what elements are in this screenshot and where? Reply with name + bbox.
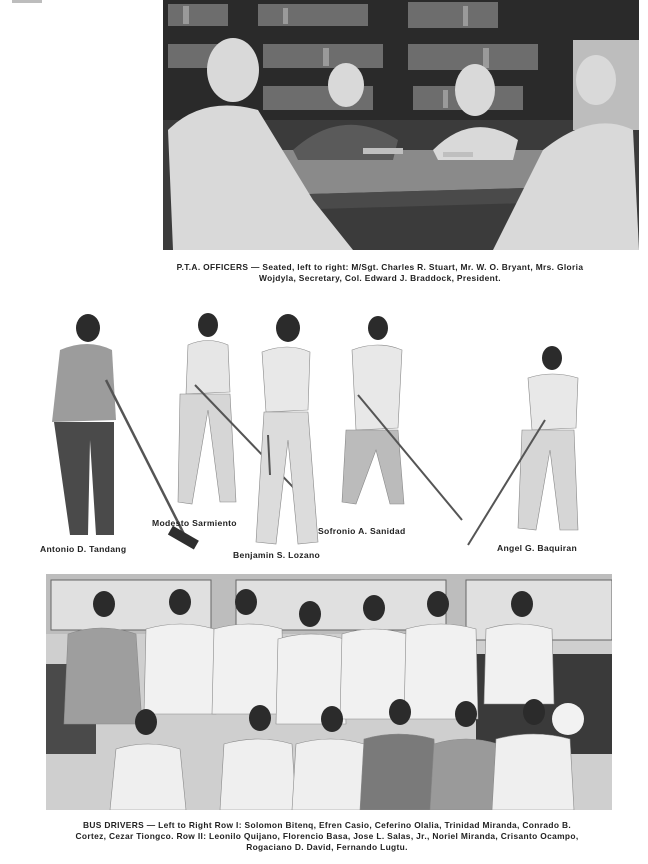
custodians-photo — [30, 310, 610, 550]
custodian-name-5: Angel G. Baquiran — [497, 543, 578, 553]
bus-drivers-photo — [46, 574, 612, 810]
bus-caption-text: — Left to Right Row I: Solomon Bitenq, Efren Casio, Ceferino Olalia, Trinidad Miranda, Conrado B. Cortez, Cezar Tiongco. Row II: Leonilo Quijano, Florencio Basa, Jose L. Salas, Jr., Noriel Miranda, Crisanto Ocampo, Rogaciano D. David, Fernando Lugtu. — [75, 820, 579, 852]
custodian-name-2: Modesto Sarmiento — [152, 518, 237, 528]
page-corner-mark — [12, 0, 42, 3]
custodian-name-3: Benjamin S. Lozano — [233, 550, 321, 560]
pta-officers-photo — [163, 0, 639, 250]
pta-caption-lead: P.T.A. OFFICERS — [176, 262, 249, 272]
pta-caption-text: — Seated, left to right: M/Sgt. Charles R. Stuart, Mr. W. O. Bryant, Mrs. Gloria Wojdyla, Secretary, Col. Edward J. Braddock, President. — [248, 262, 584, 283]
custodian-name-1: Antonio D. Tandang — [40, 544, 127, 554]
bus-caption-lead: BUS DRIVERS — [82, 820, 145, 830]
bus-drivers-caption — [72, 820, 582, 853]
pta-officers-caption — [160, 262, 600, 284]
custodian-name-4: Sofronio A. Sanidad — [318, 526, 406, 536]
